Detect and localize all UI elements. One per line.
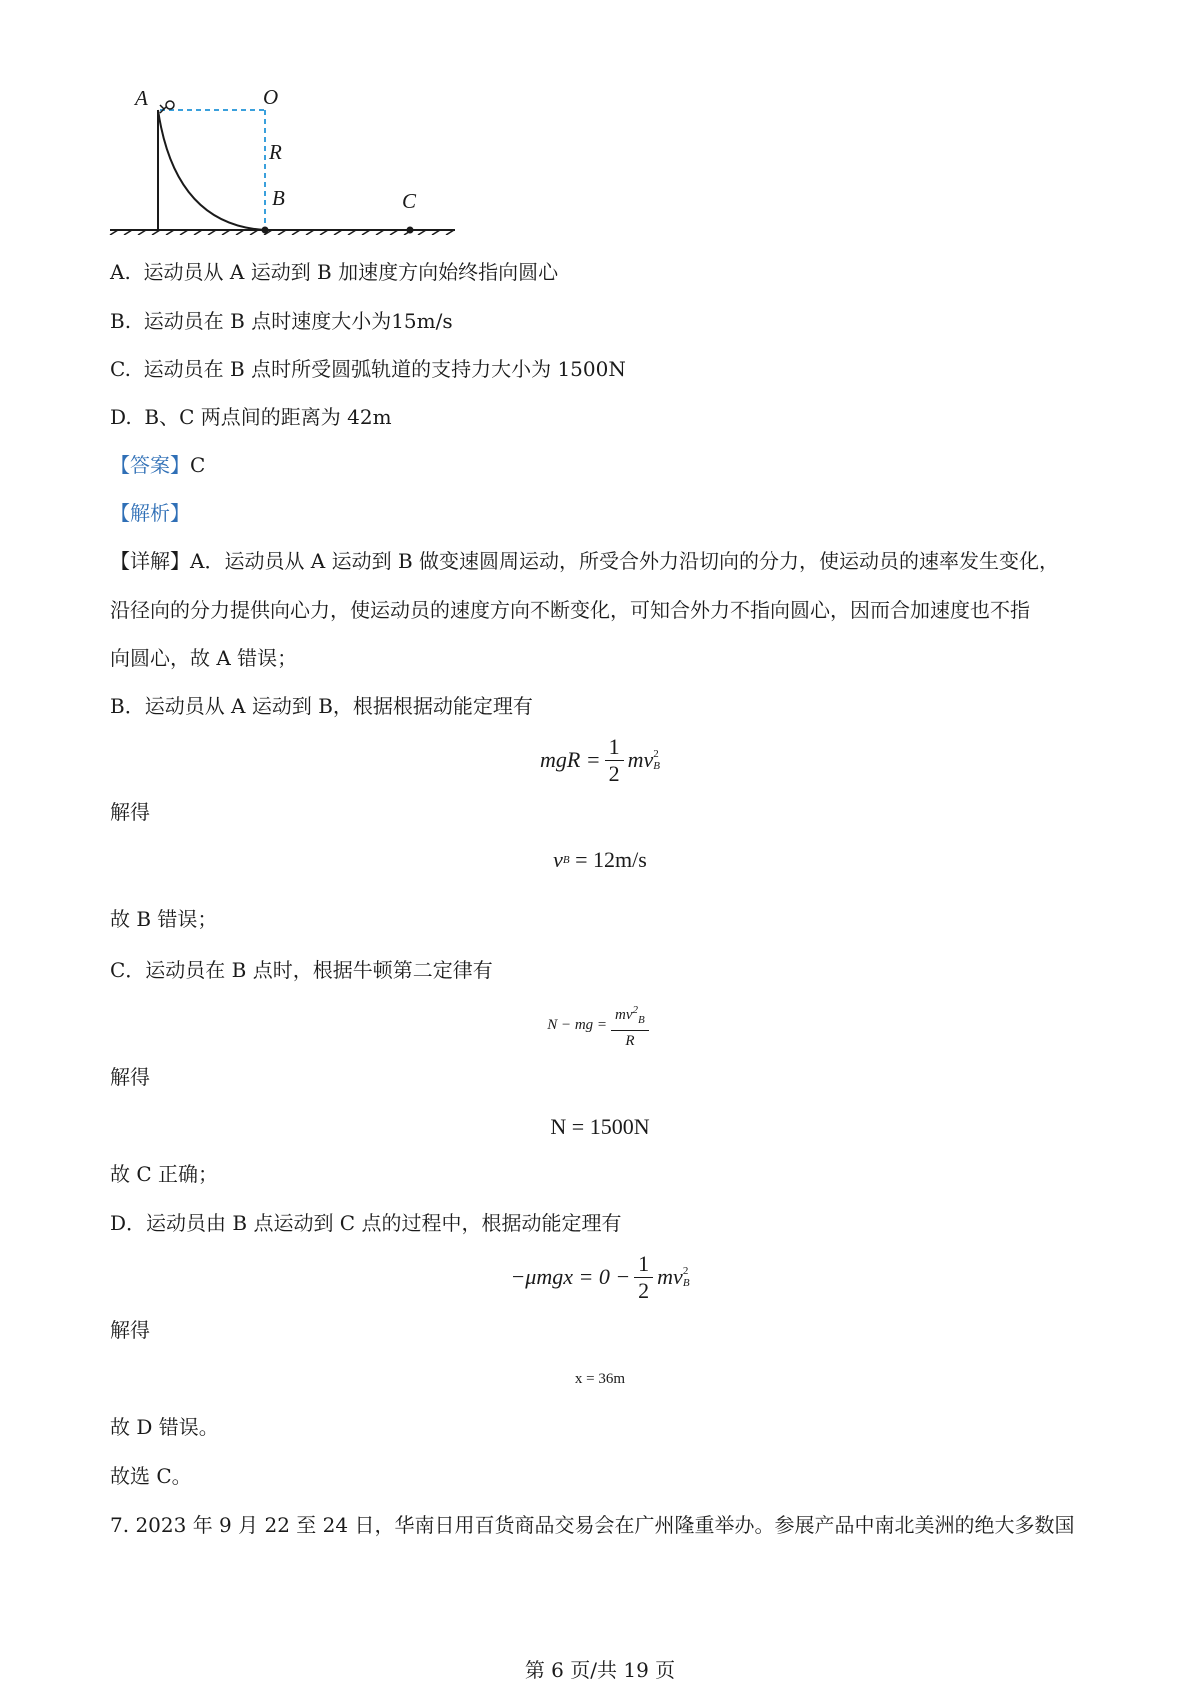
b-equation	[0, 730, 1200, 790]
option-d-text: B、C 两点间的距离为 42m	[144, 405, 392, 429]
option-c	[110, 355, 626, 383]
c-result: N = 1500N	[550, 1114, 650, 1139]
c-eq-fraction	[611, 1000, 649, 1051]
b-eq-sup: 2	[653, 748, 659, 760]
d-eq-right: mv	[657, 1264, 683, 1289]
b-eq-fraction	[605, 734, 624, 787]
d-eq-num: 1	[634, 1251, 653, 1278]
option-d	[110, 403, 392, 431]
option-a-text: 运动员从 A 运动到 B 加速度方向始终指向圆心	[143, 260, 559, 284]
b-conclusion: 故 B 错误；	[110, 907, 218, 931]
d-eq-fraction	[634, 1251, 653, 1304]
option-c-text: 运动员在 B 点时所受圆弧轨道的支持力大小为 1500N	[143, 357, 626, 381]
next-question: 7. 2023 年 9 月 22 至 24 日，华南日用百货商品交易会在广州隆重举办。参展产品中南北美洲的绝大多数国	[110, 1513, 1075, 1537]
c-eq-num-sub: B	[638, 1013, 645, 1026]
detail-line-3: 向圆心，故 A 错误；	[110, 646, 298, 670]
arc-track-diagram	[100, 85, 500, 235]
c-eq-left: N − mg =	[547, 1016, 608, 1033]
b-intro: B．运动员从 A 运动到 B，根据根据动能定理有	[110, 694, 533, 718]
d-eq-den: 2	[638, 1277, 650, 1303]
d-eq-left: −μmgx = 0 −	[510, 1264, 631, 1289]
b-solve: 解得	[110, 800, 150, 824]
label-c: C	[402, 189, 417, 213]
option-b	[110, 307, 453, 335]
c-eq-den: R	[625, 1032, 635, 1049]
d-eq-sub: B	[682, 1277, 690, 1289]
label-a: A	[135, 86, 148, 110]
d-intro: D．运动员由 B 点运动到 C 点的过程中，根据动能定理有	[110, 1211, 622, 1235]
option-b-letter: B.	[110, 309, 132, 333]
point-b-dot	[262, 227, 269, 234]
c-eq-num-main: mv	[615, 1006, 633, 1023]
answer-tag: 【答案】	[110, 453, 190, 477]
c-intro: C．运动员在 B 点时，根据牛顿第二定律有	[110, 958, 493, 982]
arc-track	[158, 110, 265, 230]
answer-line	[110, 451, 205, 479]
d-eq-sup: 2	[682, 1265, 689, 1277]
analysis-tag: 【解析】	[110, 501, 190, 525]
label-r: R	[269, 140, 282, 164]
b-eq-left: mgR =	[539, 747, 601, 772]
d-solve: 解得	[110, 1318, 150, 1342]
detail-text-1: A．运动员从 A 运动到 B 做变速圆周运动，所受合外力沿切向的分力，使运动员的速率发生变化，	[190, 549, 1060, 573]
c-equation	[0, 1000, 1200, 1050]
b-eq-sub: B	[653, 760, 661, 772]
b-result-var: v	[553, 847, 563, 872]
c-solve: 解得	[110, 1065, 150, 1089]
option-a	[110, 258, 558, 286]
b-eq-num: 1	[605, 734, 624, 761]
option-c-letter: C.	[110, 357, 131, 381]
d-conclusion: 故 D 错误。	[110, 1415, 219, 1439]
c-eq-num-sup: 2	[632, 1003, 639, 1016]
b-result-val: = 12m/s	[575, 847, 647, 872]
skier-icon	[160, 101, 174, 113]
point-c-dot	[407, 227, 414, 234]
option-a-letter: A.	[110, 260, 131, 284]
c-eq-num	[611, 1000, 649, 1031]
answer-value: C	[190, 453, 206, 477]
final-choice: 故选 C。	[110, 1464, 192, 1488]
d-result: x = 36m	[574, 1370, 626, 1387]
b-eq-right: mv	[627, 747, 654, 772]
b-result-sub: B	[562, 854, 570, 866]
option-d-letter: D.	[110, 405, 132, 429]
page-footer: 第 6 页/共 19 页	[524, 1658, 676, 1682]
label-b: B	[272, 186, 285, 210]
b-result	[0, 842, 1200, 878]
detail-line-2: 沿径向的分力提供向心力，使运动员的速度方向不断变化，可知合外力不指向圆心，因而合加速度也不指	[110, 598, 1030, 622]
option-b-text: 运动员在 B 点时速度大小为15m/s	[143, 309, 453, 333]
b-eq-den: 2	[608, 760, 620, 786]
d-equation	[0, 1247, 1200, 1307]
detail-tag: 【详解】	[110, 549, 190, 573]
detail-line-1	[110, 547, 1059, 575]
c-conclusion: 故 C 正确；	[110, 1162, 219, 1186]
label-o: O	[263, 85, 279, 109]
